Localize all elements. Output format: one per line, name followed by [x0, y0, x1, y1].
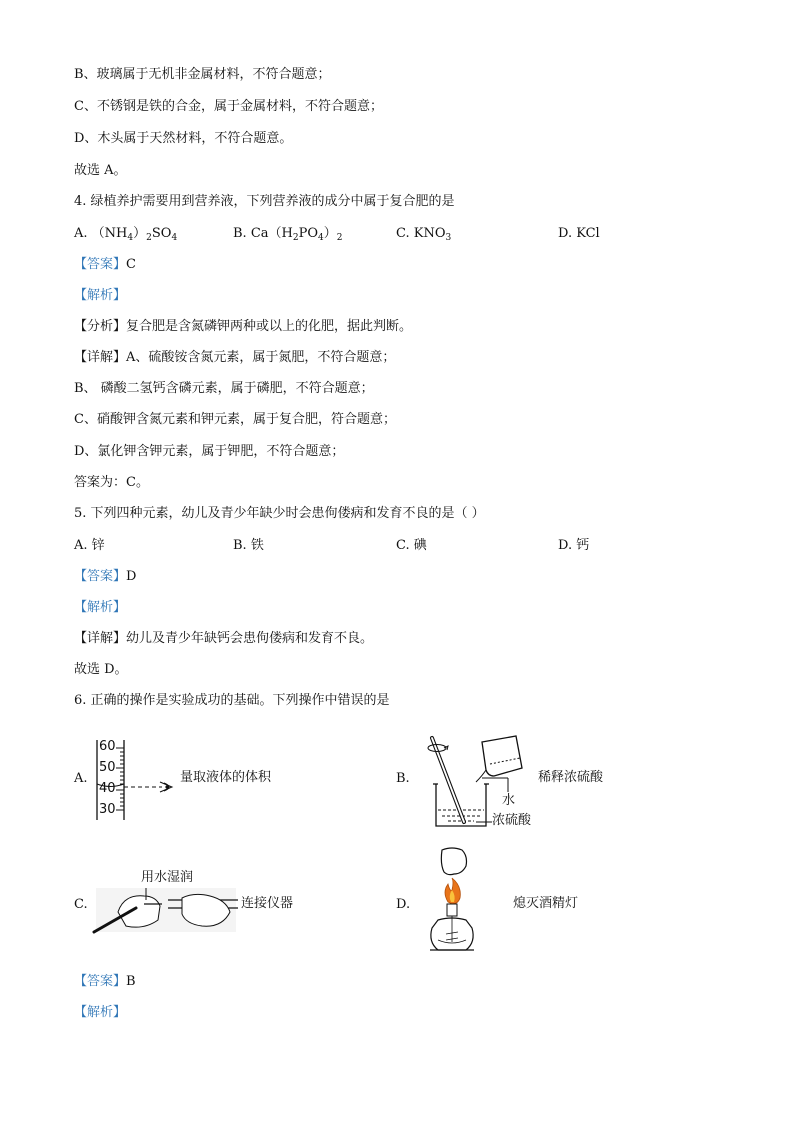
q6-option-b-caption: 稀释浓硫酸 [538, 770, 604, 785]
dilute-water-label: 水 [502, 793, 516, 808]
q4-detail-c: C、硝酸钾含氮元素和钾元素，属于复合肥，符合题意； [74, 412, 396, 427]
cylinder-tick-40: 40 [99, 781, 116, 796]
q4-option-a-label: A. [74, 226, 88, 241]
q4-option-b-formula: $Ca(H_2PO_4)_2$ [250, 226, 343, 243]
cylinder-tick-30: 30 [99, 802, 116, 817]
q5-conclusion: 故选 D。 [74, 662, 128, 677]
q6-option-c-label: C. [74, 897, 88, 912]
q4-option-a [74, 225, 177, 247]
q5-option-a: A. 锌 [74, 538, 105, 553]
q5-option-d: D. 钙 [558, 538, 590, 553]
cylinder-tick-50: 50 [99, 760, 116, 775]
connect-apparatus-figure [90, 884, 240, 936]
q5-option-c: C. 碘 [396, 538, 427, 553]
dilute-acid-label: 浓硫酸 [492, 813, 532, 828]
alcohol-lamp-figure [414, 846, 484, 958]
q4-detail-d: D、氯化钾含钾元素，属于钾肥，不符合题意； [74, 444, 345, 459]
q4-option-d-formula: KCl [576, 226, 600, 241]
q4-analysis-tag: 【解析】 [74, 288, 127, 303]
q6-option-d-label: D. [396, 897, 411, 912]
q5-stem: 5. 下列四种元素，幼儿及青少年缺少时会患佝偻病和发育不良的是（ ） [74, 506, 485, 521]
q5-analysis-tag: 【解析】 [74, 600, 127, 615]
q4-option-b [233, 225, 343, 247]
q4-detail-a: 【详解】A、硫酸铵含氮元素，属于氮肥，不符合题意； [74, 350, 396, 365]
q4-option-d-label: D. [558, 226, 573, 241]
q6-option-a-label: A. [74, 771, 88, 786]
prev-line-c: C、不锈钢是铁的合金，属于金属材料，不符合题意； [74, 99, 383, 114]
q6-option-b-label: B. [396, 771, 410, 786]
wet-with-water-label: 用水湿润 [141, 870, 194, 885]
q4-fenxi: 【分析】复合肥是含氮磷钾两种或以上的化肥，据此判断。 [74, 319, 413, 334]
q4-conclusion: 答案为：C。 [74, 475, 149, 490]
prev-line-b: B、玻璃属于无机非金属材料，不符合题意； [74, 67, 331, 82]
q4-detail-b: B、 磷酸二氢钙含磷元素，属于磷肥，不符合题意； [74, 381, 374, 396]
q6-option-a-caption: 量取液体的体积 [180, 770, 272, 785]
q4-option-c-formula: $KNO_3$ [413, 226, 452, 243]
q6-stem: 6. 正确的操作是实验成功的基础。下列操作中错误的是 [74, 693, 390, 708]
q6-analysis-tag: 【解析】 [74, 1005, 127, 1020]
cylinder-tick-labels [99, 740, 116, 824]
q4-option-a-formula: $(NH_4)_2SO_4$ [91, 226, 178, 243]
cylinder-tick-60: 60 [99, 739, 116, 754]
q6-option-d-caption: 熄灭酒精灯 [513, 896, 579, 911]
q4-answer [74, 256, 136, 274]
q4-stem: 4. 绿植养护需要用到营养液，下列营养液的成分中属于复合肥的是 [74, 194, 455, 209]
q4-option-c [396, 225, 451, 247]
q5-option-b: B. 铁 [233, 538, 264, 553]
answer-tag: 【答案】 [74, 257, 127, 272]
q4-option-c-label: C. [396, 226, 410, 241]
q4-option-d [558, 225, 600, 243]
q5-detail: 【详解】幼儿及青少年缺钙会患佝偻病和发育不良。 [74, 631, 374, 646]
q5-answer: 【答案】D [74, 569, 137, 584]
answer-value: C [126, 257, 136, 272]
q6-answer: 【答案】B [74, 974, 136, 989]
prev-conclusion: 故选 A。 [74, 163, 127, 178]
q4-option-b-label: B. [233, 226, 247, 241]
q6-option-c-caption: 连接仪器 [241, 896, 294, 911]
prev-line-d: D、木头属于天然材料，不符合题意。 [74, 131, 293, 146]
